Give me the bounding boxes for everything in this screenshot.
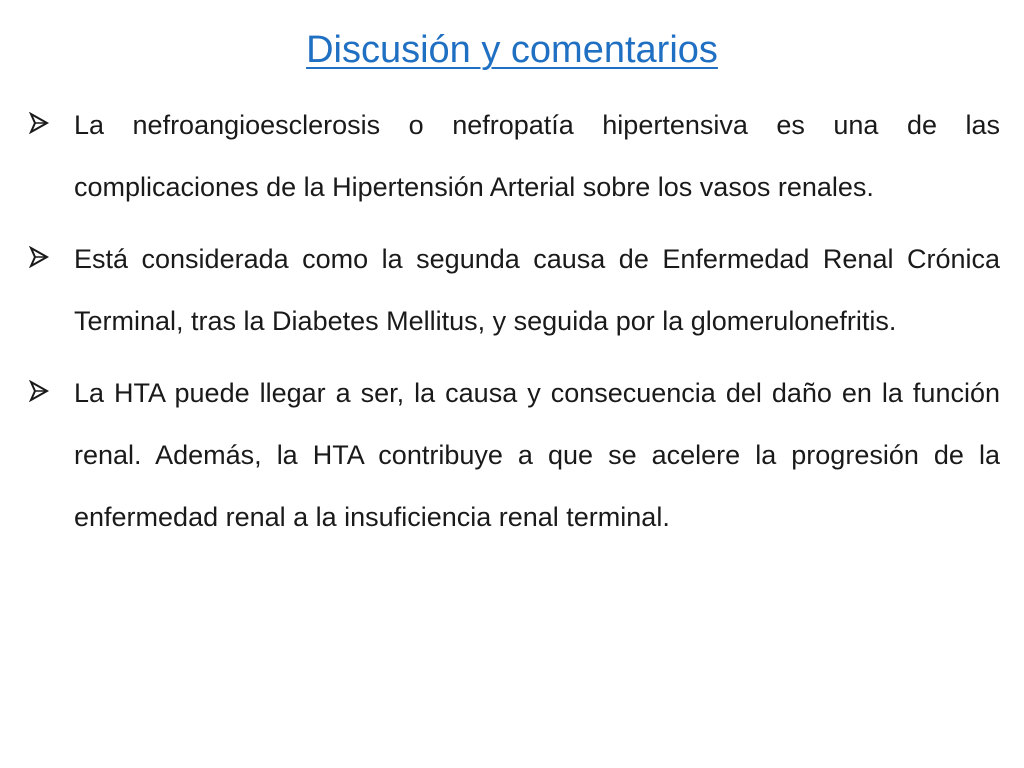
slide-title	[0, 26, 1024, 74]
bullet-list	[28, 94, 1000, 558]
bullet-text: La nefroangioesclerosis o nefropatía hipertensiva es una de las complicaciones de la Hipertensión Arterial sobre los vasos renales.	[74, 110, 1000, 202]
arrow-bullet-icon	[28, 380, 50, 402]
bullet-item	[28, 228, 1000, 352]
arrow-bullet-icon	[28, 112, 50, 134]
arrow-bullet-icon	[28, 246, 50, 268]
bullet-text: La HTA puede llegar a ser, la causa y consecuencia del daño en la función renal. Además, la HTA contribuye a que se acelere la progresión de la enfermedad renal a la insuficiencia renal terminal.	[74, 378, 1000, 532]
bullet-item	[28, 94, 1000, 218]
bullet-item	[28, 362, 1000, 548]
bullet-text: Está considerada como la segunda causa de Enfermedad Renal Crónica Terminal, tras la Diabetes Mellitus, y seguida por la glomerulonefritis.	[74, 244, 1000, 336]
slide-title-text: Discusión y comentarios	[306, 29, 718, 71]
